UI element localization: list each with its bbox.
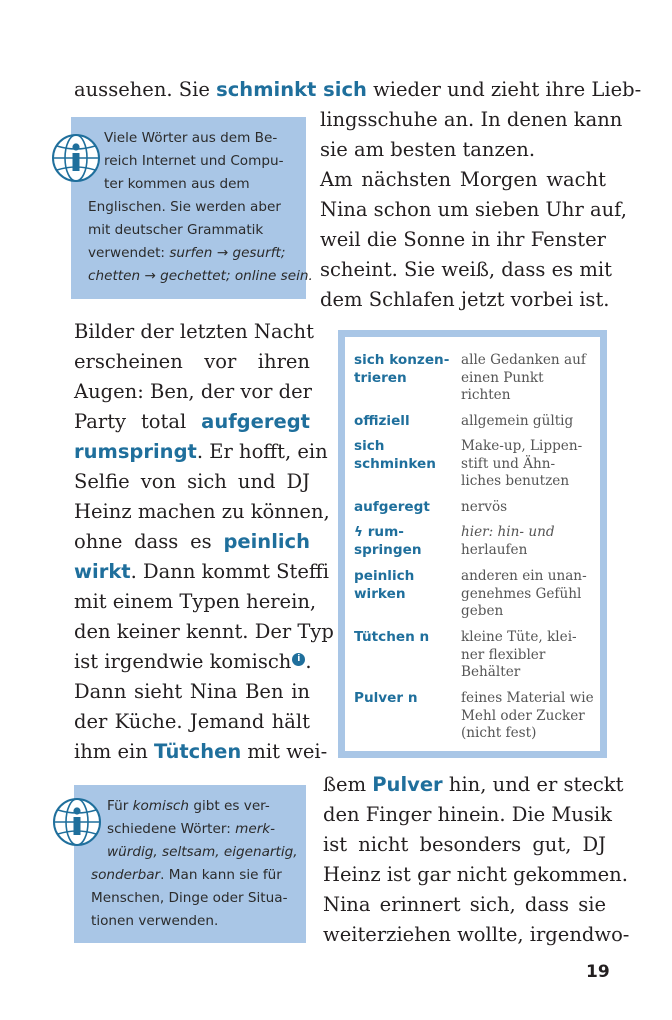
body-line: Nina erinnert sich, dass sie bbox=[323, 893, 606, 916]
info-line: schiedene Wörter: merk- bbox=[107, 821, 276, 837]
body-line: mit einem Typen herein, bbox=[74, 590, 317, 613]
info-globe-icon bbox=[52, 797, 102, 847]
info-line: tionen verwenden. bbox=[91, 913, 219, 929]
glossary-definition: Make-up, Lippen- stift und Ähn- liches benutzen bbox=[461, 438, 583, 489]
body-line: Heinz machen zu können, bbox=[74, 500, 330, 523]
body-line: Nina schon um sieben Uhr auf, bbox=[320, 198, 627, 221]
body-line: Bilder der letzten Nacht bbox=[74, 320, 314, 343]
body-line: ihm ein Tütchen mit wei- bbox=[74, 740, 328, 763]
info-globe-icon bbox=[51, 133, 101, 183]
glossary-definition: hier: hin- und herlaufen bbox=[461, 524, 555, 558]
glossary-definition: feines Material wie Mehl oder Zucker (nicht fest) bbox=[461, 690, 594, 741]
body-line: lingsschuhe an. In denen kann bbox=[320, 108, 623, 131]
glossary-definition: alle Gedanken auf einen Punkt richten bbox=[461, 352, 586, 403]
info-line: ter kommen aus dem bbox=[104, 176, 250, 192]
glossary-definition: anderen ein unan- genehmes Gefühl geben bbox=[461, 568, 587, 619]
body-line: ist irgendwie komisch i . bbox=[74, 650, 312, 673]
body-line: der Küche. Jemand hält bbox=[74, 710, 310, 733]
body-line: Party total aufgeregt bbox=[74, 410, 310, 433]
body-line: ohne dass es peinlich bbox=[74, 530, 310, 553]
vocab-highlight: schminkt sich bbox=[216, 78, 367, 101]
info-line: mit deutscher Grammatik bbox=[88, 222, 264, 238]
vocab-highlight: rumspringt bbox=[74, 440, 197, 463]
glossary-box bbox=[338, 330, 607, 758]
body-line: Heinz ist gar nicht gekommen. bbox=[323, 863, 628, 886]
vocab-highlight: Pulver bbox=[372, 773, 443, 796]
body-line: ist nicht besonders gut, DJ bbox=[323, 833, 606, 856]
info-line: Englischen. Sie werden aber bbox=[88, 199, 281, 215]
info-box-internet-words bbox=[71, 117, 313, 299]
info-marker-icon: i bbox=[292, 653, 305, 666]
body-line: dem Schlafen jetzt vorbei ist. bbox=[320, 288, 610, 311]
body-line: sie am besten tanzen. bbox=[320, 138, 536, 161]
body-line-top: aussehen. Sie schminkt sich wieder und zieht ihre Lieb- bbox=[74, 78, 642, 101]
body-line: Dann sieht Nina Ben in bbox=[74, 680, 310, 703]
body-line: weil die Sonne in ihr Fenster bbox=[320, 228, 606, 251]
body-line: erscheinen vor ihren bbox=[74, 350, 310, 373]
glossary-definition: kleine Tüte, klei- ner flexibler Behälter bbox=[461, 629, 577, 680]
glossary-term: Pulver n bbox=[354, 690, 418, 706]
glossary-term: Tütchen n bbox=[354, 629, 430, 645]
glossary-term: sich konzen- trieren bbox=[354, 352, 450, 386]
info-box-komisch bbox=[74, 785, 306, 943]
info-line: Menschen, Dinge oder Situa- bbox=[91, 890, 288, 906]
body-line: wirkt. Dann kommt Steffi bbox=[74, 560, 329, 583]
glossary-inner bbox=[345, 337, 600, 751]
vocab-highlight: Tütchen bbox=[154, 740, 242, 763]
info-line: Für komisch gibt es ver- bbox=[107, 798, 270, 814]
glossary-term: offiziell bbox=[354, 413, 410, 429]
body-line: ßem Pulver hin, und er steckt bbox=[323, 773, 624, 796]
body-line: den keiner kennt. Der Typ bbox=[74, 620, 334, 643]
body-line: scheint. Sie weiß, dass es mit bbox=[320, 258, 612, 281]
page-number: 19 bbox=[586, 962, 610, 982]
glossary-term: peinlich wirken bbox=[354, 568, 415, 602]
body-line: Selfie von sich und DJ bbox=[74, 470, 310, 493]
glossary-term: sich schminken bbox=[354, 438, 436, 472]
body-line: den Finger hinein. Die Musik bbox=[323, 803, 612, 826]
glossary-definition: nervös bbox=[461, 499, 508, 515]
body-line: Am nächsten Morgen wacht bbox=[320, 168, 606, 191]
info-line: Viele Wörter aus dem Be- bbox=[104, 130, 278, 146]
info-line: reich Internet und Compu- bbox=[104, 153, 284, 169]
info-line: sonderbar. Man kann sie für bbox=[91, 867, 282, 883]
vocab-highlight: peinlich bbox=[223, 530, 310, 553]
glossary-term: ϟ rum- springen bbox=[354, 524, 422, 558]
body-line: rumspringt. Er hofft, ein bbox=[74, 440, 328, 463]
vocab-highlight: wirkt bbox=[74, 560, 131, 583]
body-line: Augen: Ben, der vor der bbox=[74, 380, 312, 403]
info-line: chetten → gechettet; online sein. bbox=[88, 268, 313, 284]
glossary-term: aufgeregt bbox=[354, 499, 430, 515]
glossary-definition: allgemein gültig bbox=[461, 413, 574, 429]
info-line: würdig, seltsam, eigenartig, bbox=[107, 844, 298, 860]
vocab-highlight: aufgeregt bbox=[201, 410, 310, 433]
body-line: weiterziehen wollte, irgendwo- bbox=[323, 923, 630, 946]
info-line: verwendet: surfen → gesurft; bbox=[88, 245, 286, 261]
